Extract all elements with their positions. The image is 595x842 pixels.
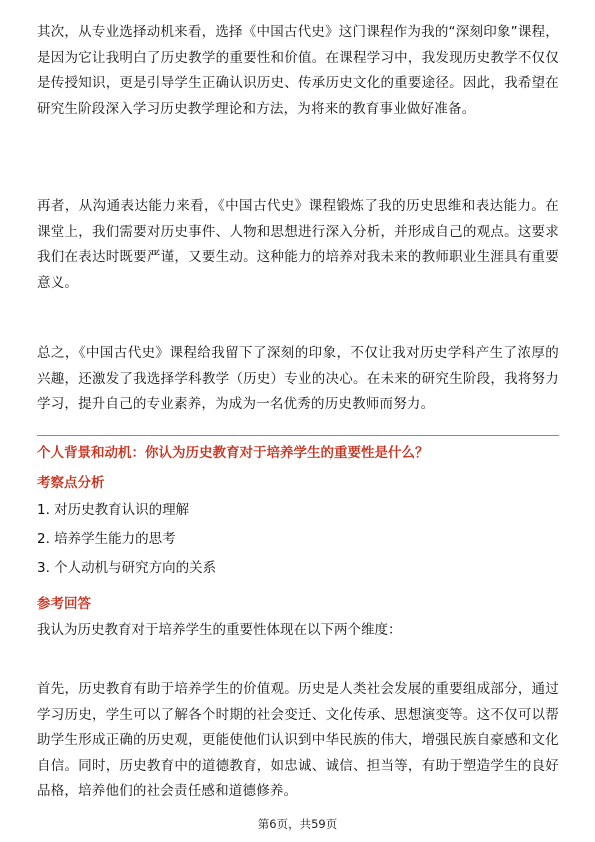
paragraph-conclusion: 总之，《中国古代史》课程给我留下了深刻的印象，不仅让我对历史学科产生了浓厚的兴趣，还激发了我选择学科教学（历史）专业的决心。在未来的研究生阶段，我将努力学习，提升自己的专业素养，为成为一名优秀的历史教师而努力。 <box>37 345 559 413</box>
analysis-item: 1. 对历史教育认识的理解 <box>37 502 190 518</box>
analysis-item: 2. 培养学生能力的思考 <box>37 531 176 547</box>
question-heading: 个人背景和动机：你认为历史教育对于培养学生的重要性是什么？ <box>37 445 429 461</box>
answer-paragraph: 首先，历史教育有助于培养学生的价值观。历史是人类社会发展的重要组成部分，通过学习历史，学生可以了解各个时期的社会变迁、文化传承、思想演变等。这不仅可以帮助学生形成正确的历史观，更能使他们认识到中华民族的伟大，增强民族自豪感和文化自信。同时，历史教育中的道德教育，如忠诚、诚信、担当等，有助于塑造学生的良好品格，培养他们的社会责任感和道德修养。 <box>37 681 559 800</box>
analysis-heading: 考察点分析 <box>37 475 105 491</box>
answer-heading: 参考回答 <box>37 596 91 612</box>
page-number: 第6页，共59页 <box>257 817 338 831</box>
answer-intro: 我认为历史教育对于培养学生的重要性体现在以下两个维度： <box>37 622 402 638</box>
paragraph-communication-ability: 再者，从沟通表达能力来看，《中国古代史》课程锻炼了我的历史思维和表达能力。在课堂上，我们需要对历史事件、人物和思想进行深入分析，并形成自己的观点。这要求我们在表达时既要严谨，又要生动。这种能力的培养对我未来的教师职业生涯具有重要意义。 <box>37 198 559 291</box>
analysis-item: 3. 个人动机与研究方向的关系 <box>37 560 217 576</box>
paragraph-major-motivation: 其次，从专业选择动机来看，选择《中国古代史》这门课程作为我的“深刻印象”课程，是因为它让我明白了历史教学的重要性和价值。在课程学习中，我发现历史教学不仅仅是传授知识，更是引导学生正确认识历史、传承历史文化的重要途径。因此，我希望在研究生阶段深入学习历史教学理论和方法，为将来的教育事业做好准备。 <box>37 24 559 117</box>
section-divider <box>37 435 559 436</box>
